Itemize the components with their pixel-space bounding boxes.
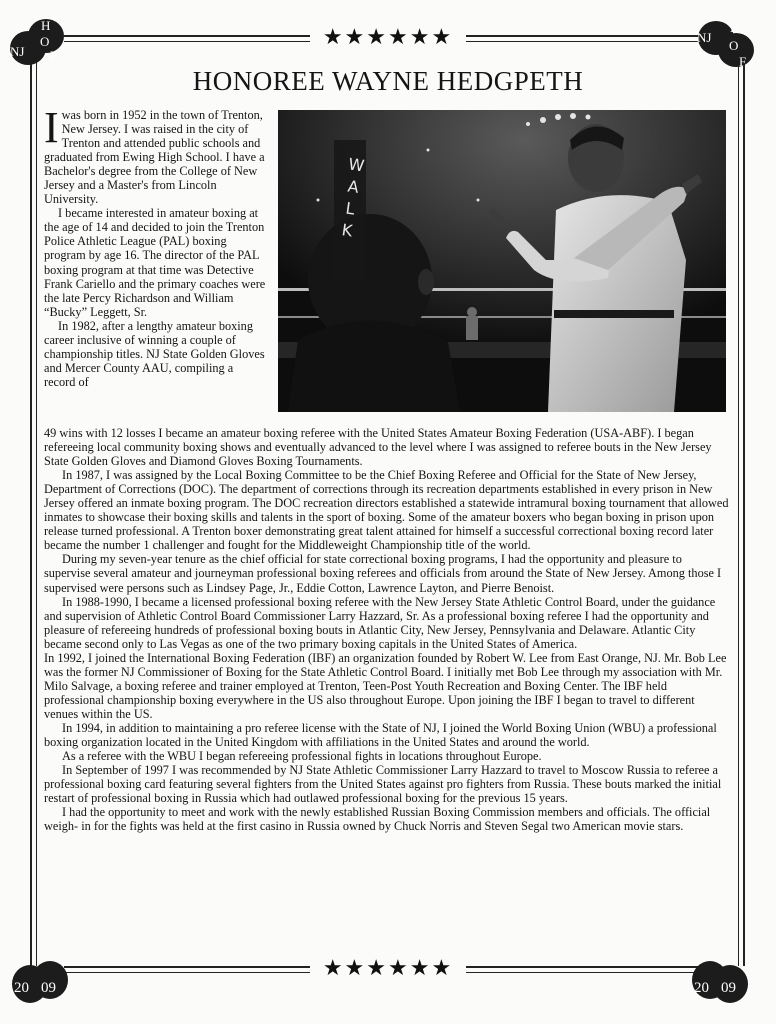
border-left-outer: [30, 58, 32, 966]
bottom-rule-left-2: [64, 972, 310, 973]
top-rule-left: [64, 35, 310, 37]
bottom-rule-right-2: [466, 972, 710, 973]
year-logo-bottom-left: [8, 950, 70, 1012]
logo-letter: NJ: [697, 30, 712, 45]
body-paragraph: I had the opportunity to meet and work with the newly established Russian Boxing Commission members and officials. The official weigh- in for the fights was held at the first casino in Russia owned by Chuck Norris and Steven Segal two American movie stars.: [44, 805, 711, 834]
body-paragraph: In 1994, in addition to maintaining a pro referee license with the State of NJ, I joined the World Boxing Union (WBU) a professional boxing organization located in the United Kingdom with affiliations in the United States and around the world.: [44, 720, 717, 750]
logo-letter: H: [730, 20, 740, 35]
logo-letter: O: [729, 38, 739, 53]
logo-letter: O: [40, 34, 50, 49]
body-paragraph: During my seven-year tenure as the chief official for state correctional boxing programs, I had the opportunity and pleasure to supervise several amateur and journeyman professional boxing referees and officials from around the State of New Jersey. Among those I supervised were persons such as Lindsey Page, Jr., Eddie Cotton, Lawrence Layton, and Pierre Benoist.: [44, 552, 722, 595]
referee-photo: [278, 110, 726, 412]
njhof-logo-top-left: [6, 10, 68, 72]
logo-letter: NJ: [10, 44, 25, 59]
logo-letter: F: [50, 48, 58, 63]
intro-paragraph: I became interested in amateur boxing at the age of 14 and decided to join the Trenton Police Athletic League (PAL) boxing program by age 16. The director of the PAL boxing program at that time was Detective Frank Cariello and the primary coaches were the late Percy Richardson and William “Bucky” Leggett, Sr.: [44, 206, 266, 319]
footer-stars: ★★★★★★: [322, 956, 454, 981]
body-paragraph: In 1987, I was assigned by the Local Boxing Committee to be the Chief Boxing Referee and Official for the State of New Jersey, Department of Corrections (DOC). The department of corrections through its recreation departments established in every prison in New Jersey offered an inmate boxing program. The DOC recreation directors established a statewide intramural boxing tournament that allowed inmates to showcase their boxing skills and talents in the sport of boxing. Some of the amateur boxers who began boxing in prison upon release turned professional. A Trenton boxer demonstrating great talent attained for himself a successful correctional boxing record later became the number 1 challenger and fought for the Middleweight Championship title of the world.: [44, 468, 729, 553]
banner-text: WALK: [340, 154, 366, 241]
intro-column: [44, 103, 266, 389]
year-logo-bottom-right: [690, 950, 752, 1012]
drop-cap: I: [44, 103, 59, 152]
border-right-outer: [743, 58, 745, 966]
body-paragraph: As a referee with the WBU I began refereeing professional fights in locations throughout Europe.: [62, 749, 542, 764]
logo-letter: F: [739, 54, 747, 69]
logo-year: 20: [14, 980, 29, 996]
header-stars: ★★★★★★: [322, 25, 454, 50]
logo-year: 09: [721, 980, 736, 996]
article-title: HONOREE WAYNE HEDGPETH: [192, 66, 584, 96]
logo-year: 09: [41, 980, 56, 996]
top-rule-left-2: [64, 41, 310, 42]
bottom-rule-left: [64, 966, 310, 968]
body-paragraph: 49 wins with 12 losses I became an amateur boxing referee with the United States Amateur Boxing Federation (USA-ABF). I began refereeing local community boxing shows and eventually advanced to the level where I was assigned to referee bouts in the New Jersey State Golden Gloves and Diamond Gloves Boxing Tournaments.: [44, 426, 712, 469]
bottom-rule-right: [466, 966, 710, 968]
intro-paragraph: was born in 1952 in the town of Trenton, New Jersey. I was raised in the city of Trenton and attended public schools and graduated from Ewing High School. I have a Bachelor's degree from the College of New Jersey and a Master's from Lincoln University.: [44, 108, 265, 207]
body-paragraph: In 1988-1990, I became a licensed professional boxing referee with the New Jersey State Athletic Control Board, under the guidance and supervision of Athletic Control Board Commissioner Larry Hazzard, Sr. As a professional boxing referee I had the opportunity and pleasure of refereeing hundreds of professional boxing bouts in Atlantic City, New Jersey, Pennsylvania and Delaware. Atlantic City became second only to Las Vegas as one of the two primary boxing capitals in the United States of America.: [44, 594, 716, 651]
top-rule-right: [466, 35, 710, 37]
body-paragraph: In 1992, I joined the International Boxing Federation (IBF) an organization founded by Robert W. Lee from East Orange, NJ. Mr. Bob Lee was the former NJ Commissioner of Boxing for the State Athletic Control Board. I initially met Bob Lee through my association with Mr. Milo Salvage, a boxing referee and trainer employed at Trenton, Teen-Post Youth Recreation and Boxing Center. The IBF held professional championship boxing everywhere in the US also throughout Europe. Upon joining the IBF I began to travel to different venues within the US.: [44, 650, 727, 721]
logo-letter: H: [41, 18, 51, 33]
article-body: [44, 426, 730, 833]
border-left-inner: [36, 58, 37, 966]
body-paragraph: In September of 1997 I was recommended by NJ State Athletic Commissioner Larry Hazzard to travel to Moscow Russia to referee a professional boxing card featuring several fighters from the United States against pro fighters from Russia. These bouts marked the initial restart of professional boxing in Russia which had outlawed professional boxing for the previous 15 years.: [44, 763, 722, 806]
border-right-inner: [738, 58, 739, 966]
top-rule-right-2: [466, 41, 710, 42]
intro-paragraph: In 1982, after a lengthy amateur boxing career inclusive of winning a couple of championship titles. NJ State Golden Gloves and Mercer County AAU, compiling a record of: [44, 318, 265, 389]
logo-year: 20: [694, 980, 709, 996]
njhof-logo-top-right: [694, 10, 756, 72]
